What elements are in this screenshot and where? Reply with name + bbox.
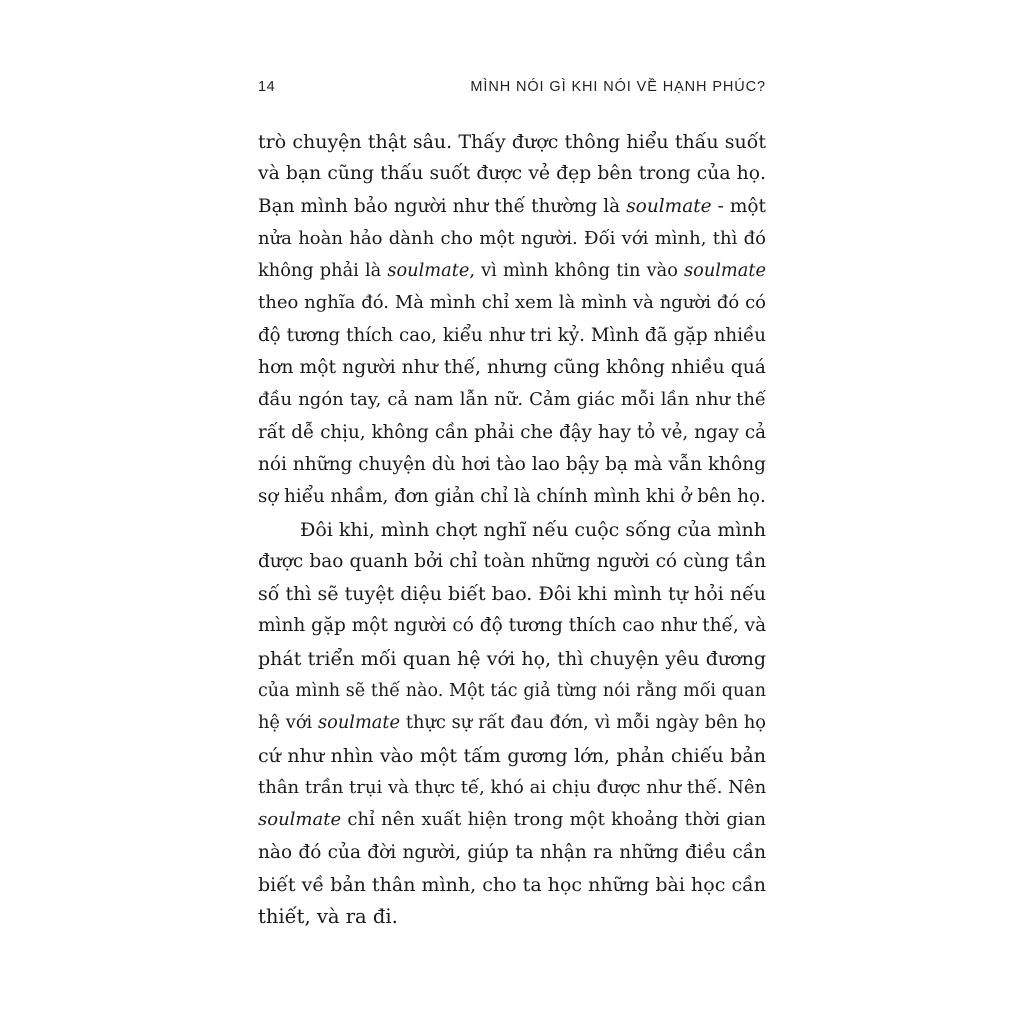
text-line: đầu ngón tay, cả nam lẫn nữ. Cảm giác mỗi lần như thế: [258, 389, 766, 411]
text-line: không phải là soulmate, vì mình không tin vào soulmate: [258, 261, 766, 282]
text-line: nửa hoàn hảo dành cho một người. Đối với mình, thì đó: [258, 227, 766, 249]
text-line: cứ như nhìn vào một tấm gương lớn, phản chiếu bản: [258, 744, 766, 767]
text-line: thiết, và ra đi.: [258, 905, 398, 929]
text-line: hơn một người như thế, nhưng cũng không nhiều quá: [258, 357, 766, 379]
page-number: 14: [258, 79, 276, 95]
text-line: theo nghĩa đó. Mà mình chỉ xem là mình và người đó có: [258, 292, 766, 314]
text-line: thân trần trụi và thực tế, khó ai chịu được như thế. Nên: [258, 776, 767, 798]
text-line: Bạn mình bảo người như thế thường là soulmate - một: [258, 195, 766, 217]
text-line: trò chuyện thật sâu. Thấy được thông hiểu thấu suốt: [258, 131, 766, 153]
text-line: của mình sẽ thế nào. Một tác giả từng nói rằng mối quan: [258, 681, 766, 702]
italic-term: soulmate: [626, 195, 712, 217]
italic-term: soulmate: [684, 261, 766, 282]
body-text: [258, 126, 766, 933]
text-line: và bạn cũng thấu suốt được vẻ đẹp bên trong của họ.: [258, 163, 766, 185]
text-line: soulmate chỉ nên xuất hiện trong một khoảng thời gian: [258, 809, 766, 831]
text-line: biết về bản thân mình, cho ta học những bài học cần: [258, 873, 766, 896]
text-line: độ tương thích cao, kiểu như tri kỷ. Mình đã gặp nhiều: [258, 324, 766, 346]
text-line: số thì sẽ tuyệt diệu biết bao. Đôi khi mình tự hỏi nếu: [258, 583, 766, 606]
text-line: mình gặp một người có độ tương thích cao như thế, và: [258, 615, 767, 637]
text-line: hệ với soulmate thực sự rất đau đớn, vì mỗi ngày bên họ: [258, 713, 766, 734]
italic-term: soulmate: [387, 261, 470, 282]
text-line: được bao quanh bởi chỉ toàn những người có cùng tần: [258, 550, 766, 572]
italic-term: soulmate: [258, 809, 342, 831]
text-line: rất dễ chịu, không cần phải che đậy hay tỏ vẻ, ngay cả: [258, 421, 766, 443]
chapter-title: MÌNH NÓI GÌ KHI NÓI VỀ HẠNH PHÚC?: [470, 79, 766, 95]
italic-term: soulmate: [318, 713, 401, 734]
text-line: sợ hiểu nhầm, đơn giản chỉ là chính mình khi ở bên họ.: [258, 486, 766, 508]
text-line: phát triển mối quan hệ với họ, thì chuyện yêu đương: [258, 647, 766, 670]
paragraph-first-line: Đôi khi, mình chợt nghĩ nếu cuộc sống của mình: [300, 518, 766, 541]
text-line: nào đó của đời người, giúp ta nhận ra những điều cần: [258, 841, 766, 863]
text-line: nói những chuyện dù hơi tào lao bậy bạ mà vẫn không: [258, 453, 766, 475]
running-header: [258, 79, 766, 101]
